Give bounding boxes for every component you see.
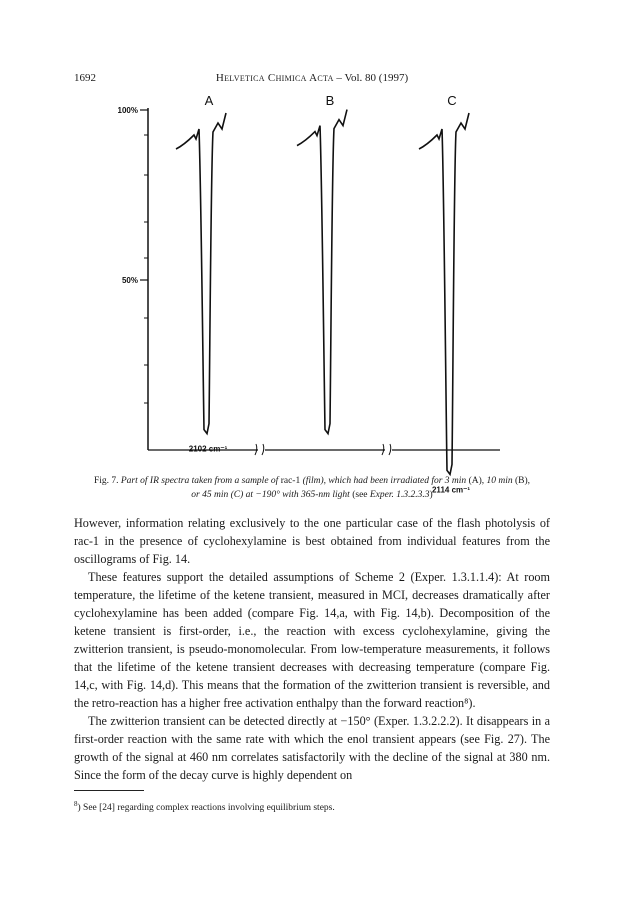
paragraph: These features support the detailed assumptions of Scheme 2 (Exper. 1.3.1.1.4): At room temperature, the lifetime of the ketene transient, measured in MCI, decreases dramatically after cyclohexylamine has been added (compare Fig. 14,a, with Fig. 14,b). Decomposition of the ketene transient is first-order, i.e., the reaction with excess cyclohexylamine, giving the zwitterion transient, is pseudo-monomolecular. From low-temperature measurements, it follows that the lifetime of the ketene transient decreases with decreasing temperature (compare Fig. 14,c, with Fig. 14,d). This means that the formation of the zwitterion transient is reversible, and the retro-reaction has a higher free activation enthalpy than the forward reaction⁸).: [74, 570, 550, 710]
caption-compound: rac-1: [280, 476, 301, 486]
caption-text: Part of IR spectra taken from a sample of: [120, 476, 281, 486]
caption-text: (A),: [466, 476, 487, 486]
spectrum-trace-b: [297, 110, 347, 434]
caption-text: ): [429, 490, 433, 500]
panel-label-a: A: [204, 93, 214, 108]
y-tick-label: 50%: [121, 276, 138, 285]
axis-break-mark: [382, 444, 391, 455]
peak-wavenumber-label: 2114 cm⁻¹: [431, 485, 471, 495]
paragraph: The zwitterion transient can be detected directly at −150° (Exper. 1.3.2.2.2). It disappears in a first-order reaction with the same rate with which the enol transient appears (see Fig. 27). The growth of the signal at 460 nm correlates satisfactorily with the decline of the signal at 380 nm. Since the form of the decay curve is highly dependent on: [74, 714, 550, 782]
paragraph: However, information relating exclusively to the one particular case of the flash photolysis of rac-1 in the presence of cyclohexylamine is best obtained from individual features from the oscillograms of Fig. 14.: [74, 516, 550, 566]
peak-wavenumber-label: 2102 cm⁻¹: [188, 444, 228, 454]
caption-text: 10 min: [486, 476, 513, 486]
panel-label-c: C: [447, 93, 457, 108]
spectrum-trace-c: [419, 113, 469, 474]
journal-volume: – Vol. 80 (1997): [333, 72, 409, 84]
panel-label-b: B: [325, 93, 335, 108]
footnote-text: ) See [24] regarding complex reactions involving equilibrium steps.: [77, 803, 335, 814]
y-tick-label: 100%: [117, 106, 138, 115]
journal-name: Helvetica Chimica Acta: [215, 72, 334, 84]
caption-text: (B),: [512, 476, 531, 486]
body-text: [74, 514, 550, 784]
axis-break-mark: [255, 444, 264, 455]
footnote-mark: 8: [74, 800, 78, 808]
figure-caption: [74, 474, 550, 502]
page-number: 1692: [74, 72, 96, 84]
footnote-rule: [74, 790, 144, 791]
caption-text: (see: [349, 490, 370, 500]
spectrum-trace-a: [176, 113, 226, 434]
caption-lead: Fig. 7.: [93, 476, 121, 486]
caption-reference: Exper. 1.3.2.3.3: [369, 490, 430, 500]
footnote: [74, 800, 335, 813]
caption-text: or 45 min (C) at −190° with 365-nm light: [191, 490, 350, 500]
caption-text: (film), which had been irradiated for 3 min: [300, 476, 467, 486]
